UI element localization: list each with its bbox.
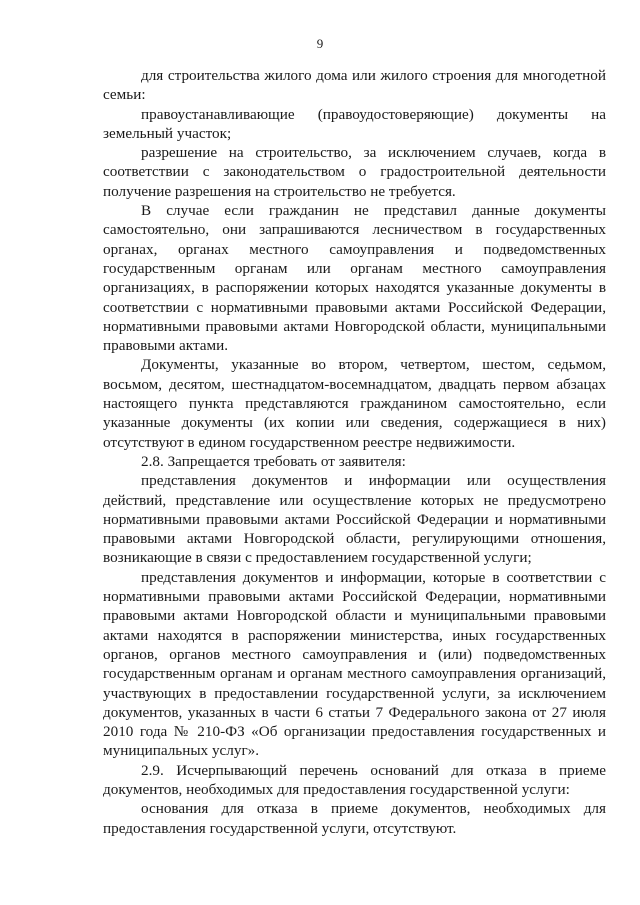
paragraph: Документы, указанные во втором, четвертом, шестом, седьмом, восьмом, десятом, шестнадцатом-восемнадцатом, двадцать первом абзацах настоящего пункта представляются гражданином самостоятельно, если указанные документы (их копии или сведения, содержащиеся в них) отсутствуют в едином государственном реестре недвижимости. <box>103 356 606 451</box>
document-body <box>103 66 606 838</box>
paragraph: разрешение на строительство, за исключением случаев, когда в соответствии с законодательством о градостроительной деятельности получение разрешения на строительство не требуется. <box>103 144 606 200</box>
paragraph: В случае если гражданин не представил данные документы самостоятельно, они запрашиваются лесничеством в государственных органах, органах местного самоуправления и подведомственных государственным органам или органам местного самоуправления организациях, в распоряжении которых находятся указанные документы в соответствии с нормативными правовыми актами Российской Федерации, нормативными правовыми актами Новгородской области, муниципальными правовыми актами. <box>103 202 606 355</box>
paragraph: основания для отказа в приеме документов, необходимых для предоставления государственной услуги, отсутствуют. <box>103 800 606 837</box>
section-heading-2-9: 2.9. Исчерпывающий перечень оснований для отказа в приеме документов, необходимых для предоставления государственной услуги: <box>103 761 606 798</box>
section-heading-2-8: 2.8. Запрещается требовать от заявителя: <box>141 452 406 470</box>
paragraph: представления документов и информации, которые в соответствии с нормативными правовыми актами Российской Федерации, нормативными правовыми актами Новгородской области и муниципальными правовыми актами находятся в распоряжении министерства, иных государственных органов, органов местного самоуправления и (или) подведомственных государственным органам и органам местного самоуправления организаций, участвующих в предоставлении государственной услуги, за исключением документов, указанных в части 6 статьи 7 Федерального закона от 27 июля 2010 года № 210-ФЗ «Об организации предоставления государственных и муниципальных услуг». <box>103 568 606 760</box>
page-number: 9 <box>316 36 324 51</box>
paragraph: представления документов и информации или осуществления действий, представление или осуществление которых не предусмотрено нормативными правовыми актами Российской Федерации и нормативными правовыми актами Новгородской области, регулирующими отношения, возникающие в связи с предоставлением государственной услуги; <box>103 472 606 567</box>
paragraph: правоустанавливающие (правоудостоверяющие) документы на земельный участок; <box>103 105 606 142</box>
paragraph: для строительства жилого дома или жилого строения для многодетной семьи: <box>103 67 606 104</box>
